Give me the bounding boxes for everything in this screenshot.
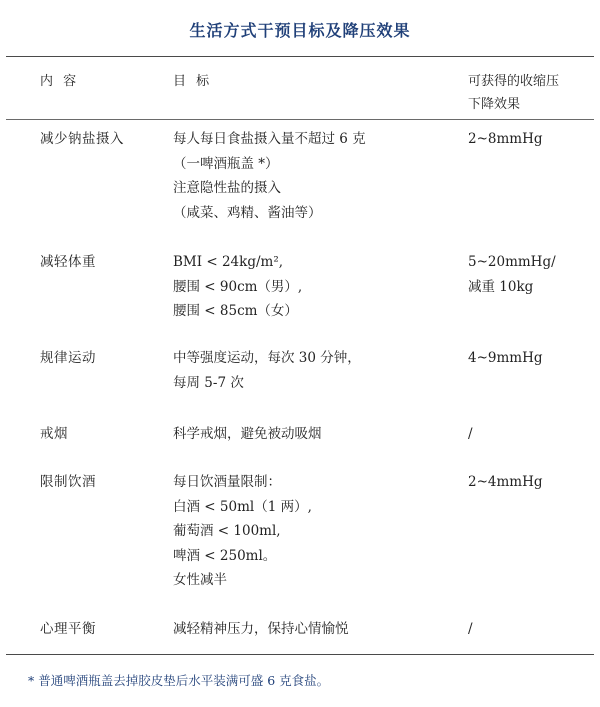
header-content: 内 容: [40, 74, 80, 89]
row-content: 戒烟: [40, 426, 68, 442]
header-effect-line2: 下降效果: [468, 97, 521, 112]
row-content: 限制饮酒: [40, 474, 96, 490]
target-line: （咸菜、鸡精、酱油等）: [173, 204, 322, 221]
row-targets: [173, 250, 302, 324]
target-line: 每人每日食盐摄入量不超过 6 克: [173, 131, 366, 147]
row-targets: [173, 470, 312, 593]
header-effect: [468, 70, 588, 116]
row-targets: [173, 346, 361, 395]
row-effects: [468, 250, 588, 299]
target-line: 每周 5-7 次: [173, 374, 244, 391]
table-bottom-rule: [6, 654, 594, 655]
target-line: 腰围 < 85cm（女）: [173, 303, 298, 319]
table-top-rule: [6, 56, 594, 57]
target-line: （一啤酒瓶盖 *）: [173, 155, 279, 172]
row-targets: [173, 617, 349, 642]
target-line: 中等强度运动，每次 30 分钟，: [173, 350, 361, 366]
effect-line: 4~9mmHg: [468, 350, 543, 366]
row-effects: [468, 470, 588, 495]
target-line: 女性减半: [173, 572, 227, 588]
target-line: 葡萄酒 < 100ml,: [173, 523, 281, 539]
row-effects: [468, 617, 588, 642]
header-target: 目 标: [173, 74, 213, 89]
target-line: 减轻精神压力，保持心情愉悦: [173, 621, 349, 637]
target-line: 每日饮酒量限制：: [173, 474, 281, 490]
page-title: 生活方式干预目标及降压效果: [189, 21, 411, 40]
effect-line: 减重 10kg: [468, 278, 534, 295]
target-line: 白酒 < 50ml（1 两）,: [173, 498, 312, 515]
header-effect-line1: 可获得的收缩压: [468, 74, 560, 89]
target-line: 啤酒 < 250ml。: [173, 547, 277, 564]
target-line: 腰围 < 90cm（男）,: [173, 278, 303, 295]
target-line: 科学戒烟，避免被动吸烟: [173, 426, 322, 442]
table-header-rule: [6, 119, 594, 120]
row-targets: [173, 422, 322, 447]
row-effects: [468, 422, 588, 447]
row-content: 减轻体重: [40, 254, 96, 270]
target-line: 注意隐性盐的摄入: [173, 180, 281, 196]
target-line: BMI < 24kg/m²,: [173, 254, 284, 270]
effect-line: /: [468, 426, 473, 442]
row-content: 心理平衡: [40, 621, 96, 637]
row-targets: [173, 127, 366, 225]
footnote: * 普通啤酒瓶盖去掉胶皮垫后水平装满可盛 6 克食盐。: [28, 673, 330, 688]
row-effects: [468, 127, 588, 152]
effect-line: 5~20mmHg/: [468, 254, 556, 270]
effect-line: /: [468, 621, 473, 637]
effect-line: 2~8mmHg: [468, 131, 543, 147]
row-effects: [468, 346, 588, 371]
row-content: 减少钠盐摄入: [40, 131, 124, 147]
row-content: 规律运动: [40, 350, 96, 366]
effect-line: 2~4mmHg: [468, 474, 543, 490]
